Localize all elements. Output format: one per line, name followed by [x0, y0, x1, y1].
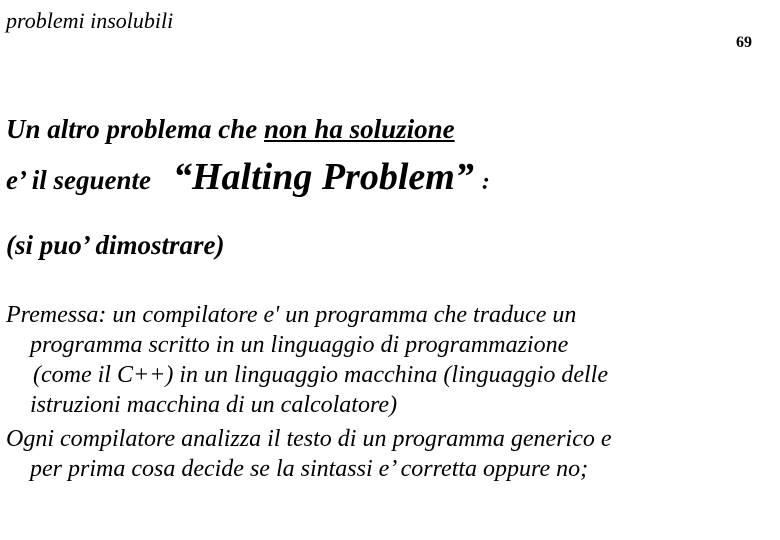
problem-intro-text: e’ il seguente — [6, 165, 151, 195]
premise-paragraph — [6, 300, 746, 420]
paragraph-line: programma scritto in un linguaggio di programmazione — [30, 332, 569, 358]
intro-text: Un altro problema che — [6, 114, 265, 144]
compiler-paragraph — [6, 424, 746, 484]
halting-problem-title: “Halting Problem” — [172, 156, 474, 198]
underlined-phrase: non ha soluzione — [264, 114, 455, 144]
section-title: problemi insolubili — [6, 8, 174, 33]
proof-note: (si puo’ dimostrare) — [6, 230, 225, 260]
page-number: 69 — [736, 34, 752, 51]
paragraph-line: Ogni compilatore analizza il testo di un programma generico e — [6, 426, 612, 452]
paragraph-line: per prima cosa decide se la sintassi e’ corretta oppure no; — [30, 456, 589, 482]
problem-name-line — [6, 155, 490, 199]
intro-line — [6, 114, 455, 145]
paragraph-line: Premessa: un compilatore e' un programma che traduce un — [6, 302, 577, 328]
paragraph-line: (come il C++) in un linguaggio macchina (linguaggio delle — [33, 362, 608, 388]
colon: : — [481, 169, 490, 195]
paragraph-line: istruzioni macchina di un calcolatore) — [30, 392, 398, 418]
